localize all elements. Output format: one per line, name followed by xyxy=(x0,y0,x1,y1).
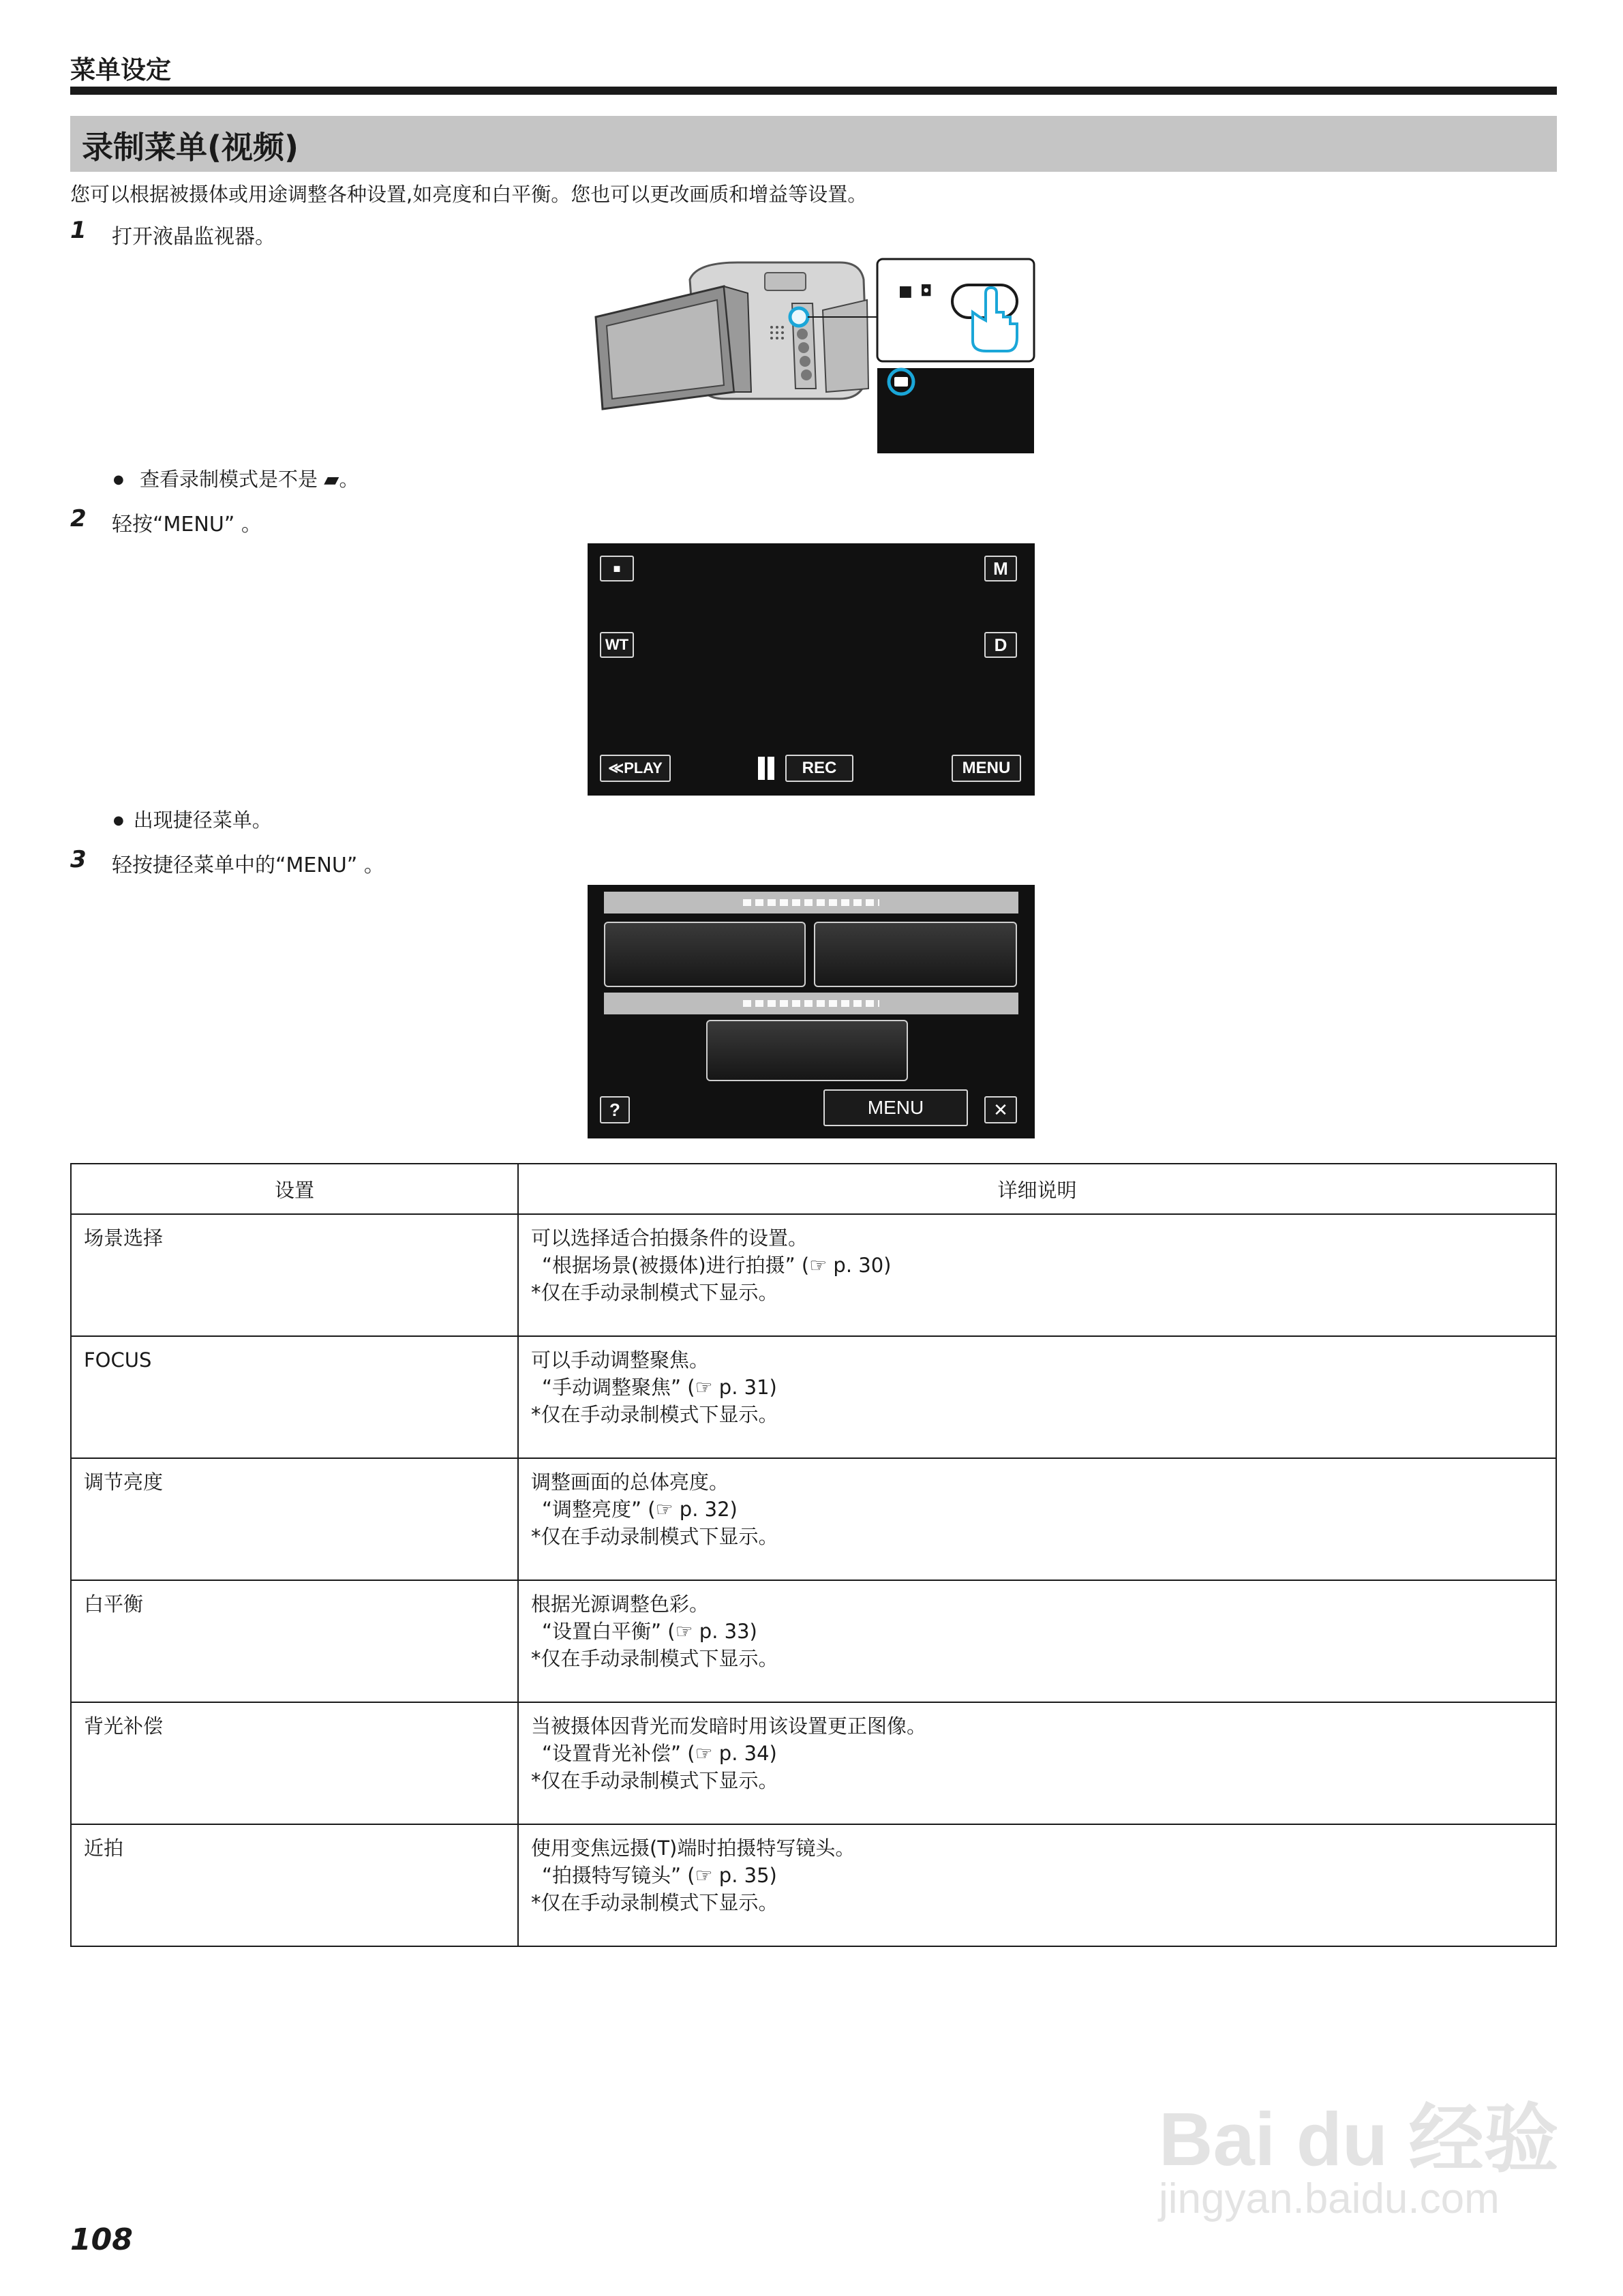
menu-band-middle xyxy=(604,993,1018,1014)
setting-description xyxy=(518,1580,1556,1702)
page-reference-link[interactable]: “根据场景(被摄体)进行拍摄” (☞ p. 30) xyxy=(542,1254,892,1277)
description-note: *仅在手动录制模式下显示。 xyxy=(531,1525,778,1548)
table-row xyxy=(71,1580,1556,1702)
setting-name: 调节亮度 xyxy=(71,1458,518,1580)
menu-band-top xyxy=(604,892,1018,913)
pause-icon-bar-right xyxy=(768,757,774,780)
settings-table xyxy=(70,1163,1557,1947)
menu-tile-right[interactable] xyxy=(814,922,1017,987)
page-reference-link[interactable]: “拍摄特写镜头” (☞ p. 35) xyxy=(542,1864,777,1887)
watermark-logo: Bai du 经验 xyxy=(1159,2098,1559,2181)
table-row xyxy=(71,1458,1556,1580)
step-1-note-text: 查看录制模式是不是 xyxy=(139,468,324,491)
camcorder-figure xyxy=(588,252,1037,457)
setting-name: 近拍 xyxy=(71,1824,518,1946)
menu-button[interactable]: MENU xyxy=(823,1089,968,1126)
table-row xyxy=(71,1336,1556,1458)
display-button[interactable]: D xyxy=(984,632,1017,658)
step-2-note: ● 出现捷径菜单。 xyxy=(113,805,272,833)
video-camera-icon: ■ xyxy=(898,283,913,300)
table-row xyxy=(71,1824,1556,1946)
description-note: *仅在手动录制模式下显示。 xyxy=(531,1647,778,1670)
table-header-description: 详细说明 xyxy=(518,1164,1556,1214)
step-1-text: 打开液晶监视器。 xyxy=(112,225,275,249)
step-2-number: 2 xyxy=(70,505,87,532)
page-reference-link[interactable]: “设置白平衡” (☞ p. 33) xyxy=(542,1620,757,1643)
setting-name: 场景选择 xyxy=(71,1214,518,1336)
setting-name: 白平衡 xyxy=(71,1580,518,1702)
play-button[interactable]: ≪PLAY xyxy=(600,755,671,782)
page-reference-link[interactable]: “设置背光补偿” (☞ p. 34) xyxy=(542,1742,777,1765)
description-text: 根据光源调整色彩。 xyxy=(531,1592,710,1616)
step-1-note-end: 。 xyxy=(339,468,359,491)
video-mode-icon: ▰ xyxy=(324,468,339,491)
watermark-url: jingyan.baidu.com xyxy=(1159,2175,1500,2222)
wt-button[interactable]: WT xyxy=(600,632,634,658)
video-camera-icon: ■ xyxy=(613,561,621,575)
step-2-text: 轻按“MENU” 。 xyxy=(112,513,262,537)
help-button[interactable]: ? xyxy=(600,1096,630,1123)
header-divider xyxy=(70,87,1557,95)
page-reference-link[interactable]: “手动调整聚焦” (☞ p. 31) xyxy=(542,1376,777,1399)
setting-description xyxy=(518,1336,1556,1458)
page-reference-link[interactable]: “调整亮度” (☞ p. 32) xyxy=(542,1498,738,1521)
setting-description xyxy=(518,1458,1556,1580)
rec-button[interactable]: REC xyxy=(785,755,853,782)
section-intro: 您可以根据被摄体或用途调整各种设置,如亮度和白平衡。您也可以更改画质和增益等设置。 xyxy=(70,183,868,206)
menu-tile-center[interactable] xyxy=(706,1020,908,1081)
step-1-note xyxy=(113,464,359,492)
page-number: 108 xyxy=(70,2222,133,2257)
step-3-number: 3 xyxy=(70,846,87,873)
step-3-text: 轻按捷径菜单中的“MENU” 。 xyxy=(112,854,384,877)
setting-description xyxy=(518,1702,1556,1824)
description-text: 可以手动调整聚焦。 xyxy=(531,1348,710,1372)
table-row xyxy=(71,1214,1556,1336)
page-header-title: 菜单设定 xyxy=(70,55,171,85)
table-row xyxy=(71,1702,1556,1824)
camera-icon: ◘ xyxy=(920,283,932,300)
menu-tile-left[interactable] xyxy=(604,922,806,987)
description-text: 调整画面的总体亮度。 xyxy=(531,1470,729,1494)
shortcut-menu-screen xyxy=(588,885,1035,1138)
description-note: *仅在手动录制模式下显示。 xyxy=(531,1891,778,1914)
description-note: *仅在手动录制模式下显示。 xyxy=(531,1403,778,1426)
description-note: *仅在手动录制模式下显示。 xyxy=(531,1769,778,1792)
setting-name: FOCUS xyxy=(71,1336,518,1458)
manual-mode-button[interactable]: M xyxy=(984,556,1017,581)
close-button[interactable]: ✕ xyxy=(984,1096,1017,1123)
section-title: 录制菜单(视频) xyxy=(82,129,299,166)
video-mode-button[interactable] xyxy=(600,556,634,581)
step-1-number: 1 xyxy=(70,217,87,244)
setting-description xyxy=(518,1214,1556,1336)
menu-button[interactable]: MENU xyxy=(952,755,1021,782)
description-note: *仅在手动录制模式下显示。 xyxy=(531,1281,778,1304)
table-header-setting: 设置 xyxy=(71,1164,518,1214)
setting-description xyxy=(518,1824,1556,1946)
pause-icon-bar-left xyxy=(758,757,765,780)
description-text: 当被摄体因背光而发暗时用该设置更正图像。 xyxy=(531,1715,927,1738)
table-header-row xyxy=(71,1164,1556,1214)
setting-name: 背光补偿 xyxy=(71,1702,518,1824)
description-text: 使用变焦远摄(T)端时拍摄特写镜头。 xyxy=(531,1837,855,1860)
lcd-recording-screen xyxy=(588,543,1035,796)
description-text: 可以选择适合拍摄条件的设置。 xyxy=(531,1226,808,1250)
